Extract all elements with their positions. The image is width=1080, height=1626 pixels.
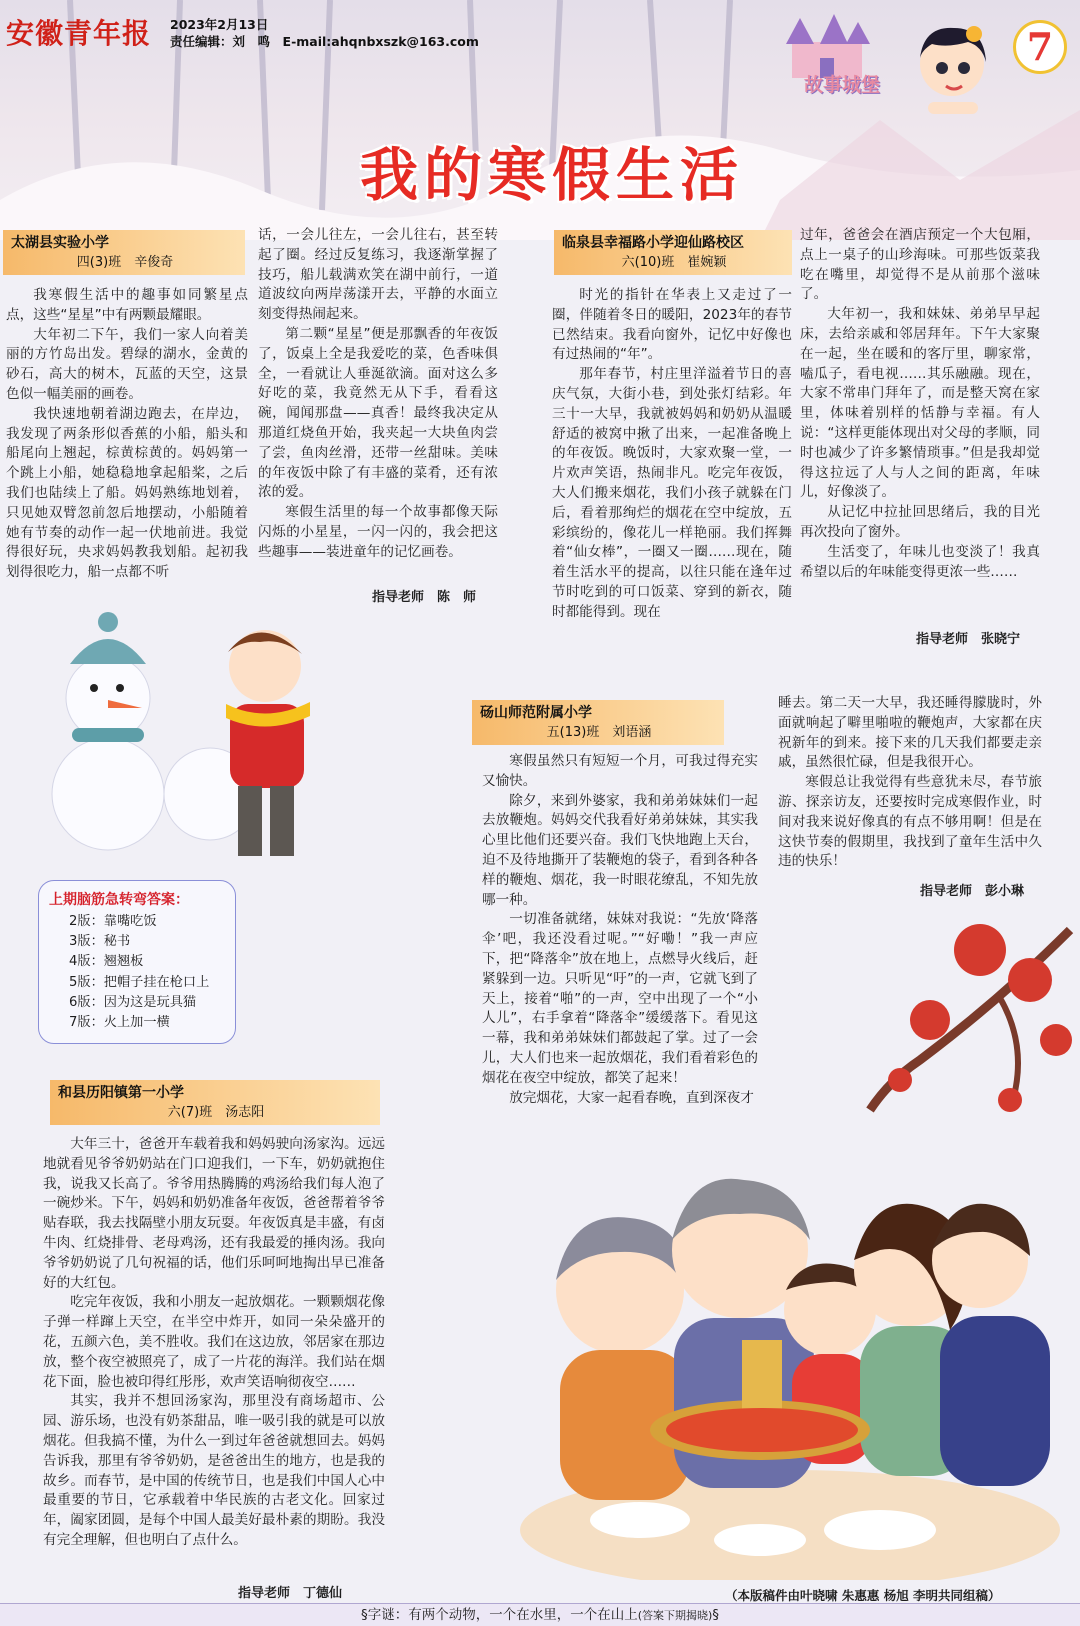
- article-2-teacher: 指导老师 张晓宁: [916, 632, 1021, 647]
- article-4-teacher: 指导老师 丁德仙: [238, 1586, 343, 1601]
- page-header: [0, 0, 1080, 64]
- article-2-para: 过年，爸爸会在酒店预定一个大包厢，点上一桌子的山珍海味。可那些饭菜我吃在嘴里，却觉得不是从前那个滋味了。: [800, 227, 1040, 303]
- page-number: 7: [1013, 20, 1067, 74]
- footer-end-mark: §: [712, 1607, 720, 1623]
- issue-date: 2023年2月13日: [170, 17, 269, 32]
- credits-line: （本版稿件由叶晓啸 朱惠惠 杨旭 李明共同组稿）: [725, 1588, 1001, 1603]
- article-4-school: 和县历阳镇第一小学: [58, 1085, 184, 1101]
- snowman-boy-illustration: [20, 604, 340, 868]
- article-4-author: 六(7)班 汤志阳: [167, 1105, 265, 1120]
- article-2-author: 六(10)班 崔婉颖: [621, 255, 727, 270]
- article-4-para: 吃完年夜饭，我和小朋友一起放烟花。一颗颗烟花像子弹一样蹿上天空，在半空中炸开，如同一朵朵盛开的花，五颜六色，美不胜收。我们在这边放，邻居家在那边放，整个夜空被照亮了，成了一片花的海洋。我们站在烟花下面，脸也被印得红彤彤，欢声笑语响彻夜空……: [43, 1294, 385, 1390]
- article-3-body-continued: [778, 694, 1042, 872]
- article-2-para: 大年初一，我和妹妹、弟弟早早起床，去给亲戚和邻居拜年。下午大家聚在一起，坐在暖和的客厅里，聊家常，嗑瓜子，看电视……其乐融融。现在，大家不常串门拜年了，而是整天窝在家里，体味着别样的恬静与幸福。有人说：“这样更能体现出对父母的孝顺，同时也减少了许多繁情琐事。”但是我却觉得这拉远了人与人之间的距离，年味儿，好像淡了。: [800, 306, 1040, 501]
- plum-blossom-branch: [860, 910, 1075, 1144]
- article-3-para: 除夕，来到外婆家，我和弟弟妹妹们一起去放鞭炮。妈妈交代我看好弟弟妹妹，其实我心里比他们还要兴奋。我们飞快地跑上天台，迫不及待地撕开了装鞭炮的袋子，看到各种各样的鞭炮、烟花，我一时眼花缭乱，不知先放哪一种。: [482, 792, 758, 908]
- article-2-para: 从记忆中拉扯回思绪后，我的目光再次投向了窗外。: [800, 504, 1040, 540]
- quiz-answer: 5版：把帽子挂在枪口上: [69, 974, 210, 990]
- quiz-answer: 3版：秘书: [69, 934, 131, 950]
- article-2-body-continued: [800, 226, 1040, 582]
- quiz-answers-box: [38, 880, 236, 1044]
- article-1-para: 话，一会儿往左，一会儿往右，甚至转起了圈。经过反复练习，我逐渐掌握了技巧，船儿载满欢笑在湖中前行，一道道波纹向两岸荡漾开去，平静的水面立刻变得热闹起来。: [258, 227, 498, 323]
- quiz-answer: 6版：因为这是玩具猫: [69, 994, 197, 1010]
- article-2-school: 临泉县幸福路小学迎仙路校区: [562, 235, 744, 251]
- article-4-para: 大年三十，爸爸开车载着我和妈妈驶向汤家沟。远远地就看见爷爷奶奶站在门口迎我们，一下车，奶奶就抱住我，说我又长高了。爷爷用热腾腾的鸡汤给我们每人泡了一碗炒米。下午，妈妈和奶奶准备年夜饭，爸爸帮着爷爷贴春联，我去找隔壁小朋友玩耍。年夜饭真是丰盛，有卤牛肉、红烧排骨、老母鸡汤，还有我最爱的捶肉汤。我向爷爷奶奶说了几句祝福的话，他们乐呵呵地掏出早已准备好的大红包。: [43, 1136, 385, 1291]
- article-3-para: 一切准备就绪，妹妹对我说：“先放‘降落伞’吧，我还没看过呢。”“好嘞！”我一声应下，把“降落伞”放在地上，点燃导火线后，赶紧躲到一边。只听见“吁”的一声，它就飞到了天上，接着“啪”的一声，空中出现了一个“小人儿”，右手拿着“降落伞”缓缓落下。看见这一幕，我和弟弟妹妹们都鼓起了掌。过了一会儿，大人们也来一起放烟花，我们看着彩色的烟花在夜空中绽放，都笑了起来！: [482, 911, 758, 1086]
- article-3-teacher: 指导老师 彭小琳: [920, 884, 1025, 899]
- article-3-byline: [472, 700, 724, 745]
- article-4-byline: [50, 1080, 380, 1125]
- footer-riddle-bar: [0, 1603, 1080, 1626]
- article-1-para: 我寒假生活中的趣事如同繁星点点，这些“星星”中有两颗最耀眼。: [6, 287, 248, 323]
- editor-email: E-mail:ahqnbxszk@163.com: [282, 34, 479, 49]
- quiz-title: 上期脑筋急转弯答案：: [49, 892, 189, 908]
- family-hotpot-illustration: [500, 1140, 1070, 1584]
- article-1-para: 第二颗“星星”便是那飘香的年夜饭了，饭桌上全是我爱吃的菜，色香味俱全，一看就让人垂涎欲滴。面对这么多好吃的菜，我竟然无从下手，看看这碗，闻闻那盘——真香！最终我决定从那道红烧鱼开始，我夹起一大块鱼肉尝了尝，鱼肉丝滑，还带一丝甜味。美味的年夜饭中除了有丰盛的菜肴，还有浓浓的爱。: [258, 325, 498, 501]
- editor: 责任编辑：刘 鸣: [170, 34, 271, 49]
- article-1-byline: [3, 230, 245, 275]
- article-1-body: [6, 286, 248, 583]
- article-1-body-continued: [258, 226, 498, 563]
- article-2-body: [552, 286, 792, 623]
- footer-riddle: §字谜：有两个动物，一个在水里，一个在山上: [360, 1607, 638, 1623]
- article-2-byline: [554, 230, 792, 275]
- article-3-author: 五(13)班 刘语涵: [546, 725, 652, 740]
- article-4-body: [43, 1135, 385, 1551]
- quiz-answer: 7版：火上加一横: [69, 1015, 170, 1031]
- article-2-para: 时光的指针在华表上又走过了一圈，伴随着冬日的暖阳，2023年的春节已然结束。我看向窗外，记忆中好像也有过热闹的“年”。: [552, 287, 792, 363]
- article-2-para: 生活变了，年味儿也变淡了！我真希望以后的年味能变得更浓一些……: [800, 543, 1040, 580]
- article-3-para: 放完烟花，大家一起看春晚，直到深夜才: [509, 1089, 754, 1106]
- article-1-author: 四(3)班 辛俊奇: [76, 255, 174, 270]
- article-1-para: 我快速地朝着湖边跑去，在岸边，我发现了两条形似香蕉的小船，船头和船尾向上翘起，棕黄棕黄的。妈妈第一个跳上小船，她稳稳地拿起船桨，之后我们也陆续上了船。妈妈熟练地划着，只见她双臂忽前忽后地摆动，小船随着她有节奏的动作一起一伏地前进。我觉得很好玩，央求妈妈教我划船。起初我划得很吃力，船一点都不听: [6, 405, 248, 581]
- article-2-para: 那年春节，村庄里洋溢着节日的喜庆气氛，大街小巷，到处张灯结彩。年三十一大早，我就被妈妈和奶奶从温暖舒适的被窝中揪了出来，一起准备晚上的年夜饭。晚饭时，大家欢聚一堂，一片欢声笑语，热闹非凡。吃完年夜饭，大人们搬来烟花，我们小孩子就躲在门后，看着那绚烂的烟花在空中绽放，五彩缤纷的，像花儿一样艳丽。我们挥舞着“仙女棒”，一圈又一圈……现在，随着生活水平的提高，以往只能在逢年过节时吃到的可口饭菜、穿到的新衣，随时都能得到。现在: [552, 366, 792, 620]
- article-3-para: 寒假虽然只有短短一个月，可我过得充实又愉快。: [482, 753, 758, 789]
- article-4-para: 其实，我并不想回汤家沟，那里没有商场超市、公园、游乐场，也没有奶茶甜品，唯一吸引我的就是可以放烟花。但我搞不懂，为什么一到过年爸爸就想回去。妈妈告诉我，那里有爷爷奶奶，是爸爸出生的地方，也是我的故乡。而春节，是中国的传统节日，也是我们中国人心中最重要的节日，它承载着中华民族的古老文化。回家过年，阖家团圆，是每个中国人最美好最朴素的期盼。我没有完全理解，但也明白了点什么。: [43, 1393, 385, 1548]
- article-3-para: 睡去。第二天一大早，我还睡得朦胧时，外面就响起了噼里啪啦的鞭炮声，大家都在庆祝新年的到来。接下来的几天我们都要走亲戚，虽然很忙碌，但是我很开心。: [778, 695, 1042, 771]
- column-name: 故事城堡: [804, 74, 881, 96]
- header-info: [170, 16, 479, 50]
- page-headline: 我的寒假生活: [359, 141, 744, 209]
- masthead: 安徽青年报: [6, 17, 152, 50]
- article-3-para: 寒假总让我觉得有些意犹未尽，春节旅游、探亲访友，还要按时完成寒假作业，时间对我来说好像真的有点不够用啊！但是在这快节奏的假期里，我找到了童年生活中久违的快乐！: [778, 774, 1042, 870]
- quiz-answer: 2版：靠嘴吃饭: [69, 914, 157, 929]
- article-3-school: 砀山师范附属小学: [480, 705, 592, 721]
- article-3-body: [482, 752, 758, 1108]
- article-1-school: 太湖县实验小学: [11, 235, 109, 251]
- article-1-para: 寒假生活里的每一个故事都像天际闪烁的小星星，一闪一闪的，我会把这些趣事——装进童年的记忆画卷。: [258, 504, 498, 560]
- article-1-para: 大年初二下午，我们一家人向着美丽的方竹岛出发。碧绿的湖水，金黄的砂石，高大的树木，瓦蓝的天空，这景色似一幅美丽的画卷。: [6, 326, 248, 402]
- footer-riddle-hint: (答案下期揭晓): [637, 1609, 713, 1622]
- quiz-answer: 4版：翘翘板: [69, 954, 144, 970]
- article-1-teacher: 指导老师 陈 师: [372, 590, 477, 605]
